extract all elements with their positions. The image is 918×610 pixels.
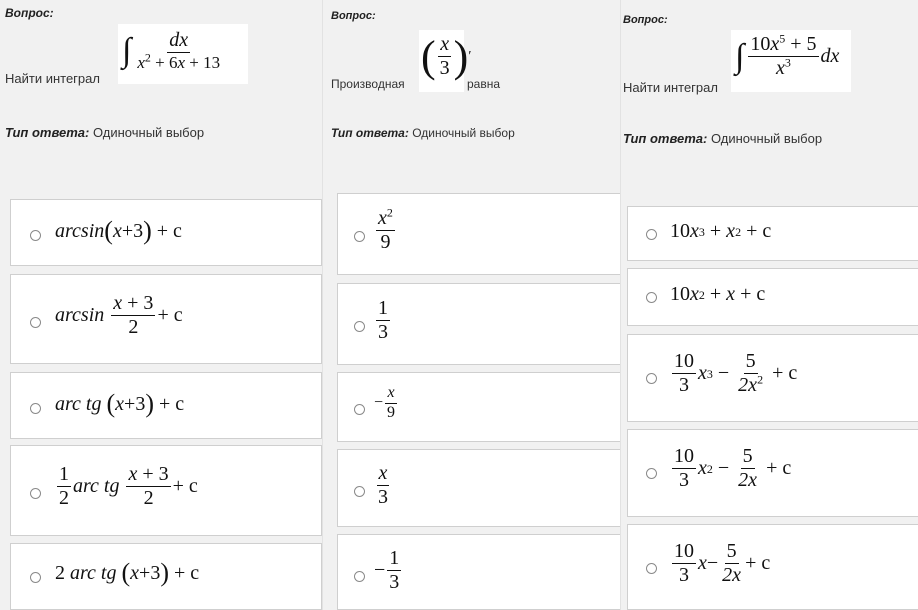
formula-term: + 6 [155, 53, 178, 72]
option-coef-denominator: 2 [59, 487, 69, 509]
radio-button[interactable] [354, 571, 365, 582]
answer-type-label: Тип ответа: [623, 131, 708, 146]
radio-button[interactable] [30, 403, 41, 414]
question-label: Вопрос: [5, 6, 54, 20]
option-denominator: 9 [380, 231, 391, 253]
radio-button[interactable] [646, 373, 657, 384]
answer-option-3[interactable] [337, 372, 620, 442]
radio-button[interactable] [646, 229, 657, 240]
formula-term: + 13 [189, 53, 221, 72]
answer-type-label: Тип ответа: [331, 126, 409, 140]
answer-type [623, 131, 822, 146]
formula-exponent: 3 [784, 55, 791, 70]
option-term: +3 [139, 561, 161, 584]
question-formula: ( $\frac{x}{3}$ ) ′ [419, 30, 464, 92]
formula-var: x [137, 53, 145, 72]
option-denominator: 2 [143, 487, 154, 509]
answer-option-1[interactable] [337, 193, 620, 275]
option-operator: + [709, 283, 722, 305]
option-numerator: x [378, 207, 387, 229]
option-coef: 2 [55, 561, 65, 584]
option-numerator: 5 [745, 350, 756, 372]
option-var: x [698, 457, 707, 479]
answer-option-3[interactable]: arc tg ( x +3 ) + c [10, 372, 322, 439]
option-coef-denominator: 3 [679, 469, 689, 491]
option-sign: − [374, 559, 386, 581]
formula-coef: 10 [750, 33, 771, 55]
option-tail: + c [157, 304, 183, 326]
answer-option-4[interactable] [10, 445, 322, 536]
option-numerator: 1 [378, 297, 388, 319]
option-coef-denominator: 3 [679, 564, 689, 586]
option-var: x [726, 220, 736, 242]
option-operator: + [709, 220, 722, 242]
option-numerator: 5 [742, 445, 753, 467]
radio-button[interactable] [646, 468, 657, 479]
option-term: +3 [121, 219, 144, 242]
option-function: arcsin [55, 219, 105, 242]
option-exponent: 2 [386, 205, 393, 220]
option-tail: + c [766, 457, 792, 479]
answer-option-2[interactable] [10, 274, 322, 364]
answer-option-1[interactable]: 10 x 3 + x 2 + c [627, 206, 918, 261]
option-tail: + c [745, 552, 771, 574]
option-numerator: x [387, 384, 395, 401]
option-tail: + c [740, 283, 766, 305]
option-tail: + c [172, 475, 198, 497]
formula-var: x [177, 53, 186, 72]
radio-button[interactable] [30, 317, 41, 328]
option-denominator: 3 [378, 486, 388, 508]
option-coef: 10 [670, 283, 690, 305]
option-tail: + c [159, 392, 185, 415]
formula-denominator: 3 [439, 57, 450, 79]
answer-type-value: Одиночный выбор [412, 126, 515, 140]
option-numerator: x [378, 462, 388, 484]
option-function: arcsin [55, 304, 105, 326]
radio-button[interactable] [646, 292, 657, 303]
option-coef-numerator: 10 [674, 445, 694, 467]
radio-button[interactable] [646, 563, 657, 574]
question-text-before: Производная [331, 77, 405, 91]
option-var: x [698, 552, 707, 574]
radio-button[interactable] [30, 230, 41, 241]
formula-numerator: dx [169, 29, 189, 51]
option-denominator: 2x [738, 374, 758, 396]
option-operator: − [717, 362, 730, 384]
formula-var: x [775, 57, 785, 79]
option-function: arc tg [70, 561, 117, 584]
answer-option-2[interactable] [337, 283, 620, 365]
answer-option-3[interactable]: $\frac{10}{3}$ x 3 − $\frac{5}{2x^2}$ + c [627, 334, 918, 422]
option-numerator: 1 [389, 547, 400, 569]
answer-option-4[interactable]: $\frac{10}{3}$ x 2 − $\frac{5}{2x}$ + c [627, 429, 918, 517]
option-denominator: 2x [722, 564, 742, 586]
option-tail: + c [746, 220, 772, 242]
option-term: + 3 [127, 292, 154, 314]
question-text: Найти интеграл [5, 71, 100, 86]
answer-type-value: Одиночный выбор [710, 131, 823, 146]
answer-type-label: Тип ответа: [5, 125, 90, 140]
question-label: Вопрос: [331, 10, 376, 22]
option-var: x [726, 283, 736, 305]
radio-button[interactable] [354, 486, 365, 497]
option-var: x [690, 283, 699, 305]
option-denominator: 3 [389, 571, 400, 593]
formula-numerator: x [440, 33, 450, 55]
option-operator: − [706, 552, 719, 574]
question-panel-derivative [322, 0, 620, 610]
formula-term: + 5 [790, 33, 817, 55]
option-var: x [112, 219, 122, 242]
option-var: x [698, 362, 707, 384]
option-function: arc tg [73, 475, 120, 497]
radio-button[interactable] [354, 321, 365, 332]
option-operator: − [717, 457, 730, 479]
radio-button[interactable] [30, 572, 41, 583]
radio-button[interactable] [354, 231, 365, 242]
option-denominator: 2x [738, 469, 758, 491]
answer-option-5[interactable] [627, 524, 918, 610]
option-denominator: 3 [378, 321, 388, 343]
option-coef-numerator: 10 [674, 350, 694, 372]
formula-exponent: 5 [779, 31, 786, 46]
answer-type-value: Одиночный выбор [92, 125, 205, 140]
option-exponent: 2 [757, 372, 764, 387]
option-var: x [130, 561, 140, 584]
radio-button[interactable] [354, 404, 365, 415]
answer-option-1[interactable]: arcsin ( x +3 ) + c [10, 199, 322, 266]
option-sign: − [374, 394, 384, 412]
question-text: Найти интеграл [623, 80, 718, 95]
question-panel-integral-2 [620, 0, 918, 610]
option-denominator: 2 [128, 316, 139, 338]
question-text-after: равна [467, 77, 501, 91]
answer-option-5[interactable]: 2 arc tg ( x +3 ) + c [10, 543, 322, 610]
question-formula: ∫ $\frac{dx}{x^2 + 6x + 13}$ [118, 24, 248, 84]
answer-option-5[interactable] [337, 534, 620, 610]
question-panel-integral-1 [0, 0, 322, 610]
option-var: x [115, 392, 125, 415]
option-var: x [128, 463, 138, 485]
option-numerator: 5 [726, 540, 737, 562]
option-var: x [113, 292, 123, 314]
option-coef-denominator: 3 [679, 374, 689, 396]
option-term: +3 [124, 392, 146, 415]
option-tail: + c [174, 561, 200, 584]
option-term: + 3 [142, 463, 169, 485]
integral-sign: ∫ [122, 31, 132, 69]
formula-var: x [770, 33, 780, 55]
radio-button[interactable] [30, 488, 41, 499]
answer-option-2[interactable]: 10 x 2 + x + c [627, 268, 918, 326]
formula-dx: dx [820, 45, 840, 67]
question-label: Вопрос: [623, 14, 668, 26]
option-var: x [690, 220, 699, 242]
option-function: arc tg [55, 392, 102, 415]
answer-type [5, 125, 204, 140]
option-denominator: 9 [387, 403, 396, 421]
answer-option-4[interactable] [337, 449, 620, 527]
option-coef: 10 [670, 220, 690, 242]
answer-type [331, 126, 515, 140]
integral-sign: ∫ [735, 37, 745, 75]
question-formula [731, 30, 851, 92]
option-tail: + c [156, 219, 182, 242]
option-tail: + c [772, 362, 798, 384]
option-coef-numerator: 10 [674, 540, 694, 562]
option-coef-numerator: 1 [59, 463, 69, 485]
